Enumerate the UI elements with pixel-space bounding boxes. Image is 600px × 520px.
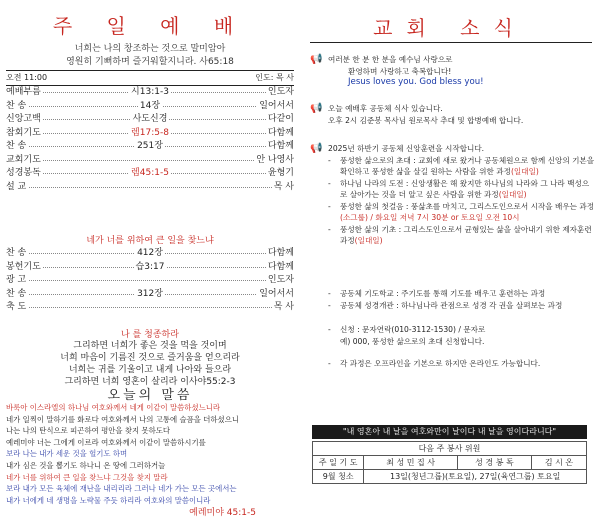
table-cell: 13일(청년그룹)(토요일), 27일(육연그룹) 토요일 xyxy=(364,470,587,484)
opening-verse-line2: 영원히 기뻐하며 즐거워할지니라. xyxy=(66,57,197,67)
poem-line: 그리하면 너희 영혼이 살리라 이사야55:2-3 xyxy=(64,377,236,387)
megaphone-icon: 📢 xyxy=(310,103,323,114)
training-notice: 📢 2025년 하반기 공동체 신앙훈련을 시작합니다. - 풍성한 삶으로의 초대 : 교회에 새로 왔거나 공동체원으로 함께 신앙의 기본을 확인하고 풍성한 삶을 살길 원하는 사람을 위한 과정(일대일) - 하나님 나라의 도전 : 신앙생활은 해 왔지만 하나님의 나라와 그 나라 백성으로 살아가는 것을 더 알고 싶은 사람을 위한 과정(일대일) - 풍성한 삶의 첫걸음 : 풍삶초를 마치고, 그리스도인으로서 시작을 배우는 과정(소그룹) / 화요일 저녁 7시 30분 or 토요일 오전 10시 - 풍성한 삶의 기초 : 그리스도인으로서 균형있는 삶을 살아내기 위한 제자훈련 과정(일대일) xyxy=(310,143,595,245)
order-row: 축 도 목 사 xyxy=(6,301,294,315)
megaphone-icon: 📢 xyxy=(310,143,323,154)
online-notice: - 각 과정은 오프라인을 기본으로 하지만 온라인도 가능합니다. xyxy=(328,359,541,368)
order-row: 신앙고백 사도신경 다같이 xyxy=(6,113,294,127)
word-line: 보라 나는 내가 세운 것을 헐기도 하며 xyxy=(6,449,128,459)
school-notice: - 공동체 기도학교 : 주기도를 통해 기도를 배우고 훈련하는 과정 - 공동체 성경개관 : 하나님나라 관점으로 성경 각 권을 살펴보는 과정 xyxy=(328,289,563,310)
megaphone-icon: 📢 xyxy=(310,54,323,65)
word-line: 나는 나의 탄식으로 피곤하여 평안을 찾지 못하도다 xyxy=(6,426,171,436)
news-title: 교회 소식 xyxy=(373,16,527,40)
table-cell: 주 일 기 도 xyxy=(313,456,364,470)
order-row: 교회기도 안 나영사 xyxy=(6,154,294,168)
table-cell: 9월 청소 xyxy=(313,470,364,484)
poem-line: 그리하면 너희가 좋은 것을 먹을 것이며 xyxy=(73,341,227,351)
todays-word xyxy=(6,402,296,520)
church-news-panel xyxy=(300,0,600,501)
poem xyxy=(0,340,300,388)
service-time: 오전 11:00 xyxy=(6,73,48,82)
opening-verse-ref: 사65:18 xyxy=(199,57,234,67)
table-cell: 최 성 민 집 사 xyxy=(364,456,457,470)
word-line: 바룩아 이스라엘의 하나님 여호와께서 네게 이같이 말씀하셨느니라 xyxy=(6,403,221,412)
meal-notice: 📢 오늘 예배후 공동체 식사 있습니다. 오후 2시 김준봉 목사님 원로목사 추대 및 합병예배 합니다. xyxy=(310,103,524,125)
order-row: 설 교 목 사 xyxy=(6,181,294,195)
poem-line: 너희 마음이 기름진 것으로 즐거움을 얻으리라 xyxy=(60,353,240,363)
signup-notice: - 신청 : 문자연락(010-3112-1530) / 문자로 예) 000, 풍성한 삶으로의 초대 신청합니다. xyxy=(328,325,486,346)
order-row: 찬 송 251장 다함께 xyxy=(6,140,294,154)
order-row: 참회기도 렘17:5-8 다함께 xyxy=(6,127,294,141)
opening-verse xyxy=(0,43,300,69)
service-header xyxy=(6,70,294,86)
poem-title: 나 를 청종하라 xyxy=(121,330,179,340)
order-row: 찬 송 14장 일어서서 xyxy=(6,100,294,114)
volunteer-table-title: 다음 주 봉사 위원 xyxy=(313,442,587,456)
table-cell: 김 시 온 xyxy=(532,456,587,470)
table-cell: 성 경 봉 독 xyxy=(457,456,531,470)
order-row: 성경봉독 렘45:1-5 윤형기 xyxy=(6,167,294,181)
word-ref: 예레미야 45:1-5 xyxy=(189,508,256,519)
sermon-title: 네가 너를 위하여 큰 일을 찾느냐 xyxy=(86,236,214,246)
order-of-service-after-sermon xyxy=(6,247,294,315)
word-line: 보라 내가 모든 육체에 재난을 내리리라 그러나 네가 가는 모든 곳에서는 xyxy=(6,484,237,494)
service-leader: 인도: 목 사 xyxy=(255,73,294,82)
order-row: 봉헌기도 습3:17 다함께 xyxy=(6,261,294,275)
word-line: 예레미야 너는 그에게 이르라 여호와께서 이같이 말씀하시기를 xyxy=(6,437,206,447)
order-of-service xyxy=(6,86,294,194)
title-divider xyxy=(310,42,592,43)
word-line: 네가 너를 위하여 큰 일을 찾느냐 그것을 찾지 말라 xyxy=(6,472,168,482)
word-line: 내가 심은 것을 뽑기도 하나니 온 땅에 그러하거늘 xyxy=(6,460,166,470)
order-row: 찬 송 312장 일어서서 xyxy=(6,288,294,302)
todays-word-title: 오늘의 말씀 xyxy=(107,388,193,403)
worship-order-panel xyxy=(0,0,300,519)
order-row: 광 고 인도자 xyxy=(6,274,294,288)
volunteer-table xyxy=(312,441,587,484)
poem-line: 너희는 귀를 기울이고 내게 나아와 들으라 xyxy=(68,365,232,375)
word-line: 내가 너에게 네 생명을 노략물 주듯 하리라 여호와의 말씀이니라 xyxy=(6,495,211,505)
welcome-notice: 📢 여러분 한 분 한 분을 예수님 사랑으로 환영하며 사랑하고 축복합니다! Jesus loves you. God bless you! xyxy=(310,54,484,87)
opening-verse-line1: 너희는 나의 창조하는 것으로 말미암아 xyxy=(74,44,226,54)
bible-verse-banner: "내 영혼아 내 날을 여호와만이 날이다 내 날을 영이다라니다" xyxy=(312,425,587,439)
order-row: 예배부름 시13:1-3 인도자 xyxy=(6,86,294,100)
order-row: 찬 송 412장 다함께 xyxy=(6,247,294,261)
worship-title: 주 일 예 배 xyxy=(52,14,248,38)
word-line: 네가 일찍이 말하기를 화로다 여호와께서 나의 고통에 슬픔을 더하셨으니 xyxy=(6,414,239,424)
